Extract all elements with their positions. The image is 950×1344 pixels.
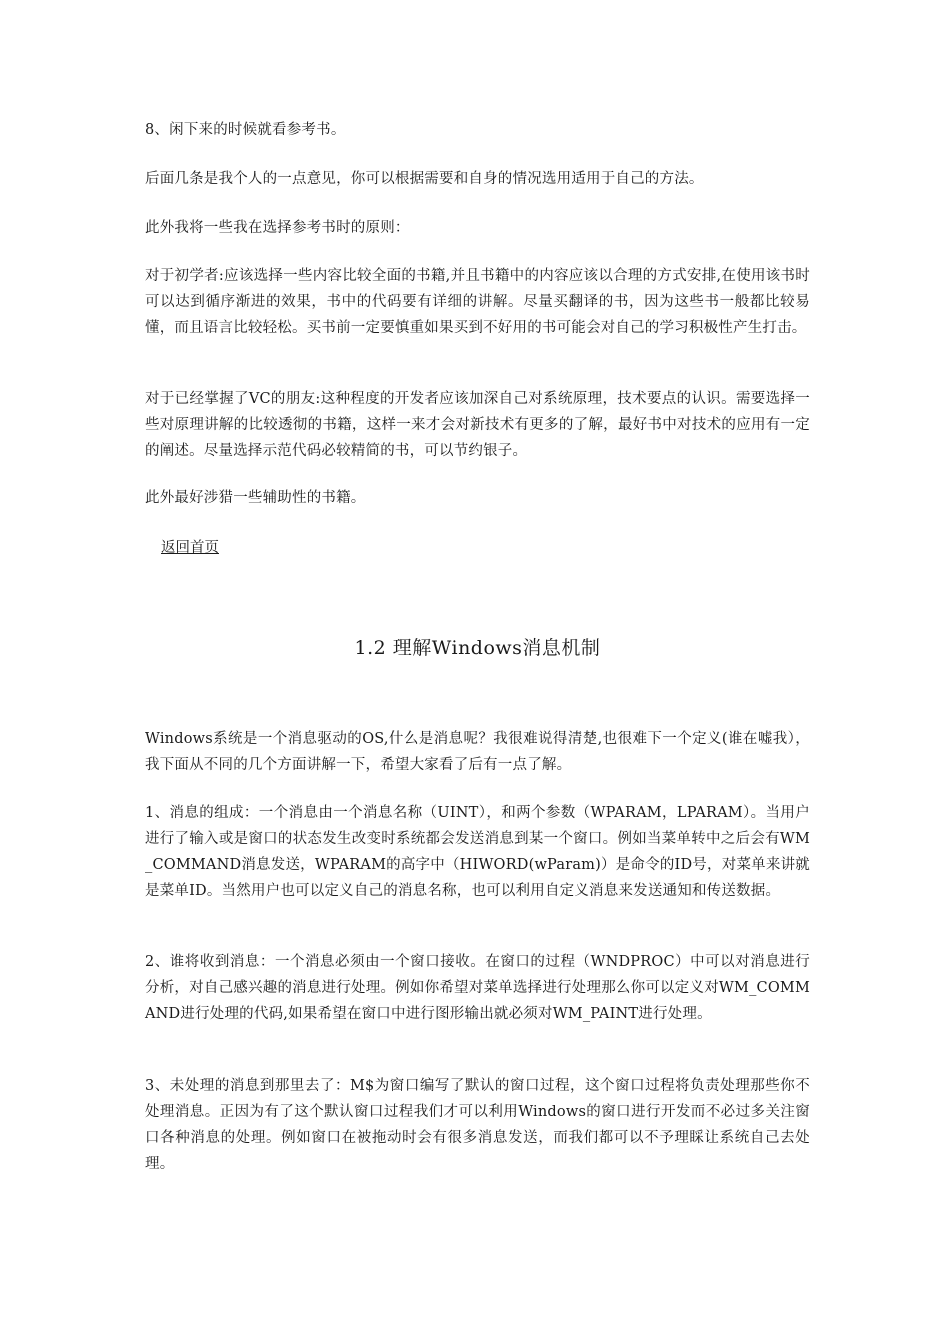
paragraph-windows-intro: Windows系统是一个消息驱动的OS,什么是消息呢？我很难说得清楚,也很难下一个定义(谁在嘘我），我下面从不同的几个方面讲解一下，希望大家看了后有一点了解。 <box>145 731 810 773</box>
paragraph-vc-users: 对于已经掌握了VC的朋友:这种程度的开发者应该加深自己对系统原理，技术要点的认识。需要选择一些对原理讲解的比较透彻的书籍，这样一来才会对新技术有更多的了解，最好书中对技术的应用有一定的阐述。尽量选择示范代码必较精简的书，可以节约银子。 <box>145 391 810 459</box>
paragraph-selection-principles: 此外我将一些我在选择参考书时的原则： <box>145 220 410 236</box>
paragraph-reference-books: 8、闲下来的时候就看参考书。 <box>145 122 346 138</box>
paragraph-unhandled-messages: 3、未处理的消息到那里去了：M$为窗口编写了默认的窗口过程，这个窗口过程将负责处理那些你不处理消息。正因为有了这个默认窗口过程我们才可以利用Windows的窗口进行开发而不必过多关注窗口各种消息的处理。例如窗口在被拖动时会有很多消息发送，而我们都可以不予理睬让系统自己去处理。 <box>145 1078 810 1172</box>
back-home-link[interactable]: 返回首页 <box>161 540 219 556</box>
paragraph-beginners: 对于初学者:应该选择一些内容比较全面的书籍,并且书籍中的内容应该以合理的方式安排,在使用该书时可以达到循序渐进的效果，书中的代码要有详细的讲解。尽量买翻译的书，因为这些书一般都比较易懂，而且语言比较轻松。买书前一定要慎重如果买到不好用的书可能会对自己的学习积极性产生打击。 <box>145 268 810 336</box>
paragraph-message-receiver: 2、谁将收到消息：一个消息必须由一个窗口接收。在窗口的过程（WNDPROC）中可以对消息进行分析，对自己感兴趣的消息进行处理。例如你希望对菜单选择进行处理那么你可以定义对WM_COMMAND进行处理的代码,如果希望在窗口中进行图形输出就必须对WM_PAINT进行处理。 <box>145 954 810 1022</box>
paragraph-personal-opinion: 后面几条是我个人的一点意见，你可以根据需要和自身的情况选用适用于自己的方法。 <box>145 171 704 187</box>
paragraph-message-composition: 1、消息的组成：一个消息由一个消息名称（UINT），和两个参数（WPARAM，LPARAM）。当用户进行了输入或是窗口的状态发生改变时系统都会发送消息到某一个窗口。例如当菜单转中之后会有WM_COMMAND消息发送，WPARAM的高字中（HIWORD(wParam)）是命令的ID号，对菜单来讲就是菜单ID。当然用户也可以定义自己的消息名称，也可以利用自定义消息来发送通知和传送数据。 <box>145 805 810 899</box>
section-title: 1.2 理解Windows消息机制 <box>354 637 601 659</box>
paragraph-auxiliary-books: 此外最好涉猎一些辅助性的书籍。 <box>145 490 366 506</box>
